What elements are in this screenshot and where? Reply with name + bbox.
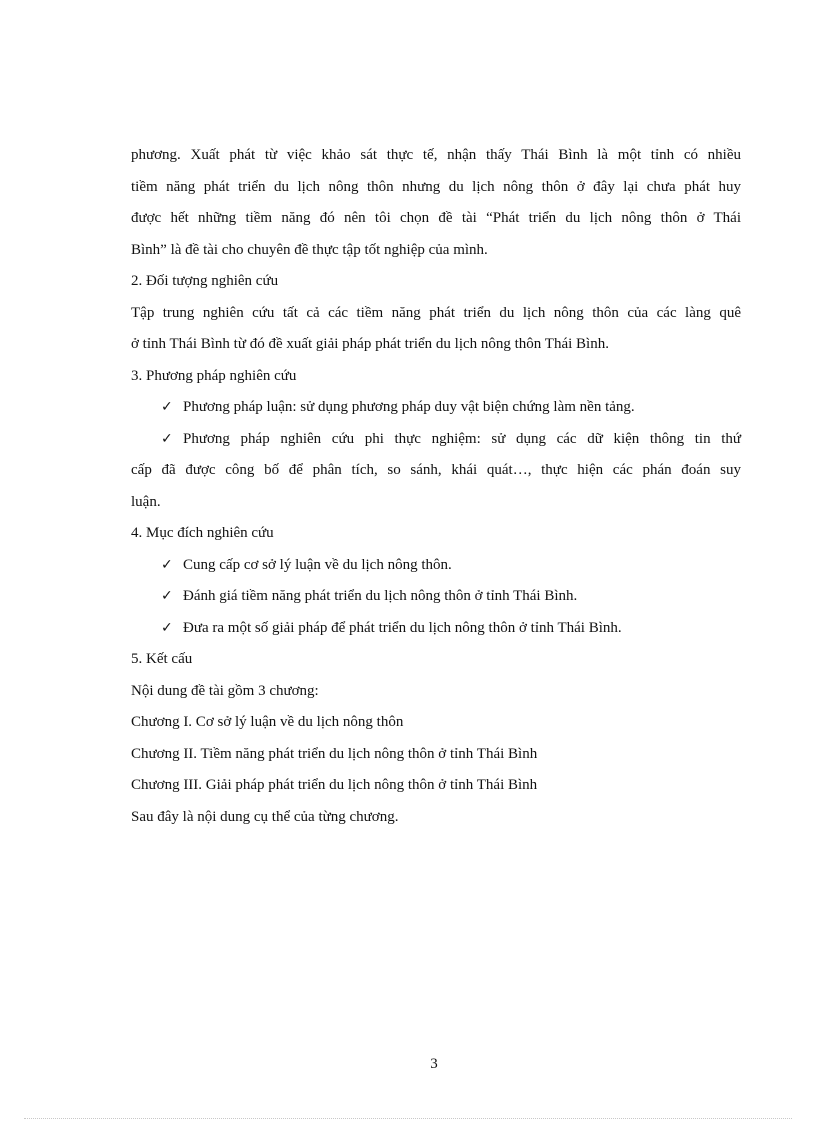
purpose-item xyxy=(131,550,741,582)
chapter-line: Chương III. Giải pháp phát triển du lịch nông thôn ở tỉnh Thái Bình xyxy=(131,777,538,793)
page-number: 3 xyxy=(430,1056,438,1072)
section-2-text: Tập trung nghiên cứu tất cả các tiềm năng phát triển du lịch nông thôn của các làng quê xyxy=(131,304,741,321)
section-3-heading: 3. Phương pháp nghiên cứu xyxy=(131,367,297,384)
method-item xyxy=(131,392,741,424)
method-item-continuation: luận. xyxy=(131,493,161,510)
intro-line: tiềm năng phát triển du lịch nông thôn nhưng du lịch nông thôn ở đây lại chưa phát huy xyxy=(131,178,741,195)
page-bottom-divider xyxy=(24,1118,792,1119)
section-2-heading: 2. Đối tượng nghiên cứu xyxy=(131,273,279,289)
method-item-continuation: cấp đã được công bố để phân tích, so sánh, khái quát…, thực hiện các phán đoán suy xyxy=(131,462,741,478)
chapter-line: Chương II. Tiềm năng phát triển du lịch nông thôn ở tỉnh Thái Bình xyxy=(131,745,538,762)
purpose-item-text: Cung cấp cơ sở lý luận về du lịch nông thôn. xyxy=(183,556,452,573)
intro-paragraph xyxy=(131,140,741,266)
intro-line: phương. Xuất phát từ việc khảo sát thực tế, nhận thấy Thái Bình là một tỉnh có nhiều xyxy=(131,147,741,163)
method-item xyxy=(131,424,741,456)
method-item-text: Phương pháp nghiên cứu phi thực nghiệm: sử dụng các dữ kiện thông tin thứ xyxy=(183,430,741,447)
chapter-line: Chương I. Cơ sở lý luận về du lịch nông thôn xyxy=(131,714,404,730)
document-body xyxy=(131,140,741,833)
purpose-item-text: Đưa ra một số giải pháp để phát triển du lịch nông thôn ở tỉnh Thái Bình. xyxy=(183,619,622,636)
intro-line: được hết những tiềm năng đó nên tôi chọn đề tài “Phát triển du lịch nông thôn ở Thái xyxy=(131,210,741,226)
purpose-item xyxy=(131,613,741,645)
checkmark-icon: ✓ xyxy=(161,619,173,636)
purpose-item xyxy=(131,581,741,613)
checkmark-icon: ✓ xyxy=(161,430,173,447)
checkmark-icon: ✓ xyxy=(161,588,173,604)
purpose-item-text: Đánh giá tiềm năng phát triển du lịch nông thôn ở tỉnh Thái Bình. xyxy=(183,588,578,604)
intro-line: Bình” là đề tài cho chuyên đề thực tập tốt nghiệp của mình. xyxy=(131,241,488,258)
checkmark-icon: ✓ xyxy=(161,399,173,415)
section-5-heading: 5. Kết cấu xyxy=(131,651,193,667)
section-4-heading: 4. Mục đích nghiên cứu xyxy=(131,525,274,541)
checkmark-icon: ✓ xyxy=(161,556,173,573)
method-item-text: Phương pháp luận: sử dụng phương pháp duy vật biện chứng làm nền tảng. xyxy=(183,399,635,415)
section-2-text: ở tỉnh Thái Bình từ đó đề xuất giải pháp phát triển du lịch nông thôn Thái Bình. xyxy=(131,336,609,352)
closing-line: Sau đây là nội dung cụ thể của từng chương. xyxy=(131,808,399,825)
structure-intro: Nội dung đề tài gồm 3 chương: xyxy=(131,682,319,699)
